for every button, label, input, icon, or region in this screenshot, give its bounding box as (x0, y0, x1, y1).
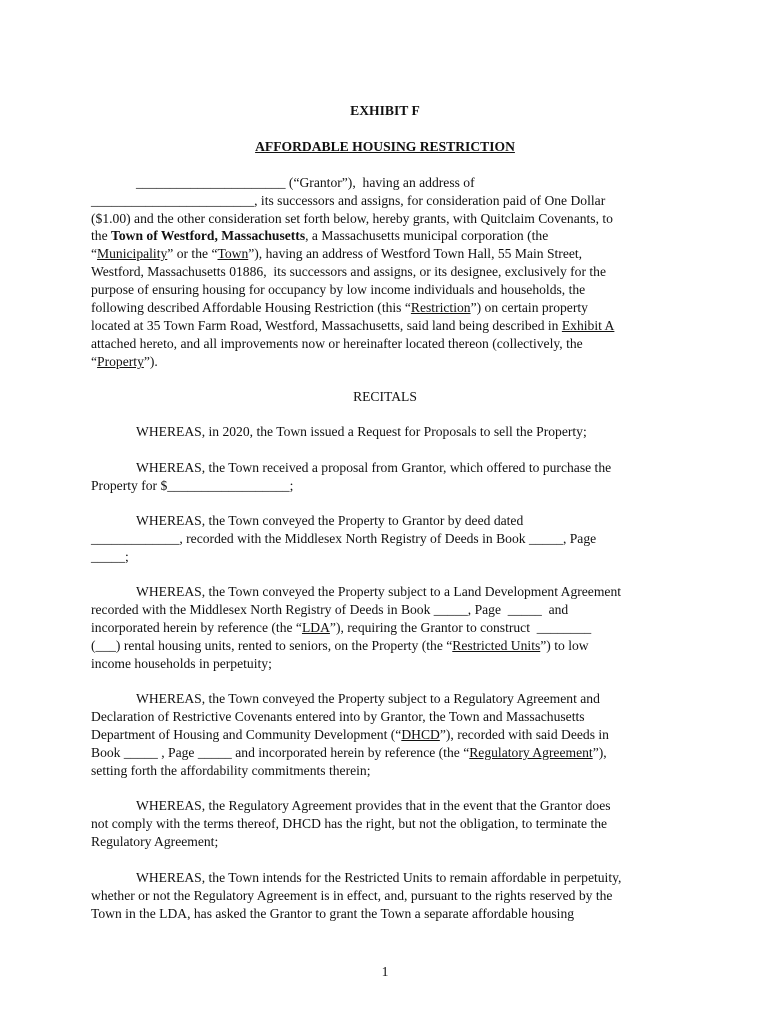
defined-term-restricted-units: Restricted Units (452, 638, 541, 653)
intro-line: purpose of ensuring housing for occupancy by low income individuals and households, the (91, 282, 586, 297)
whereas-line: WHEREAS, the Town conveyed the Property subject to a Land Development Agreement (136, 584, 622, 599)
whereas-line: not comply with the terms thereof, DHCD has the right, but not the obligation, to terminate the (91, 816, 608, 831)
intro-line: ______________________ (“Grantor”), having an address of (136, 175, 475, 190)
whereas-line: incorporated herein by reference (the “LDA”), requiring the Grantor to construct ________ (91, 620, 592, 635)
whereas-line: _____________, recorded with the Middlesex North Registry of Deeds in Book _____, Page (91, 531, 597, 546)
defined-term-town: Town (217, 246, 249, 261)
intro-line: the Town of Westford, Massachusetts, a Massachusetts municipal corporation (the (91, 228, 549, 243)
intro-line: ($1.00) and the other consideration set forth below, hereby grants, with Quitclaim Covenants, to (91, 211, 613, 226)
whereas-line: Regulatory Agreement; (91, 834, 219, 849)
intro-line: Westford, Massachusetts 01886, its successors and assigns, or its designee, exclusively for the (91, 264, 606, 279)
grantee-name: Town of Westford, Massachusetts (111, 228, 306, 243)
whereas-line: Book _____ , Page _____ and incorporated herein by reference (the “Regulatory Agreement”), (91, 745, 607, 760)
whereas-line: income households in perpetuity; (91, 656, 272, 671)
intro-line: ________________________, its successors and assigns, for consideration paid of One Dollar (91, 193, 606, 208)
whereas-line: Declaration of Restrictive Covenants entered into by Grantor, the Town and Massachusetts (91, 709, 585, 724)
intro-line: following described Affordable Housing Restriction (this “Restriction”) on certain property (91, 300, 588, 315)
defined-term-restriction: Restriction (410, 300, 471, 315)
whereas-line: WHEREAS, the Town received a proposal from Grantor, which offered to purchase the (136, 460, 612, 475)
whereas-line: WHEREAS, the Town conveyed the Property subject to a Regulatory Agreement and (136, 691, 600, 706)
whereas-paragraph: WHEREAS, in 2020, the Town issued a Request for Proposals to sell the Property; (136, 424, 587, 439)
exhibit-title: EXHIBIT F (350, 103, 420, 118)
document-subtitle: AFFORDABLE HOUSING RESTRICTION (255, 139, 515, 154)
whereas-line: whether or not the Regulatory Agreement is in effect, and, pursuant to the rights reserved by the (91, 888, 613, 903)
intro-line: located at 35 Town Farm Road, Westford, Massachusetts, said land being described in Exhibit A (91, 318, 615, 333)
intro-line: “Municipality” or the “Town”), having an address of Westford Town Hall, 55 Main Street, (91, 246, 583, 261)
recitals-heading: RECITALS (353, 389, 417, 404)
defined-term-municipality: Municipality (97, 246, 168, 261)
whereas-line: WHEREAS, the Town intends for the Restricted Units to remain affordable in perpetuity, (136, 870, 622, 885)
whereas-line: WHEREAS, the Town conveyed the Property to Grantor by deed dated (136, 513, 524, 528)
whereas-line: setting forth the affordability commitments therein; (91, 763, 371, 778)
whereas-line: _____; (91, 549, 129, 564)
whereas-line: (___) rental housing units, rented to seniors, on the Property (the “Restricted Units”) to low (91, 638, 589, 653)
defined-term-regulatory-agreement: Regulatory Agreement (469, 745, 593, 760)
whereas-line: Town in the LDA, has asked the Grantor to grant the Town a separate affordable housing (91, 906, 575, 921)
whereas-line: Department of Housing and Community Development (“DHCD”), recorded with said Deeds in (91, 727, 609, 742)
defined-term-property: Property (97, 354, 144, 369)
whereas-line: recorded with the Middlesex North Registry of Deeds in Book _____, Page _____ and (91, 602, 569, 617)
intro-line: attached hereto, and all improvements now or hereinafter located thereon (collectively, the (91, 336, 583, 351)
whereas-line: Property for $__________________; (91, 478, 294, 493)
intro-line: “Property”). (91, 354, 158, 369)
exhibit-a-reference: Exhibit A (561, 318, 615, 333)
defined-term-dhcd: DHCD (401, 727, 440, 742)
page-number: 1 (381, 964, 389, 979)
defined-term-lda: LDA (301, 620, 330, 635)
whereas-line: WHEREAS, the Regulatory Agreement provides that in the event that the Grantor does (136, 798, 611, 813)
